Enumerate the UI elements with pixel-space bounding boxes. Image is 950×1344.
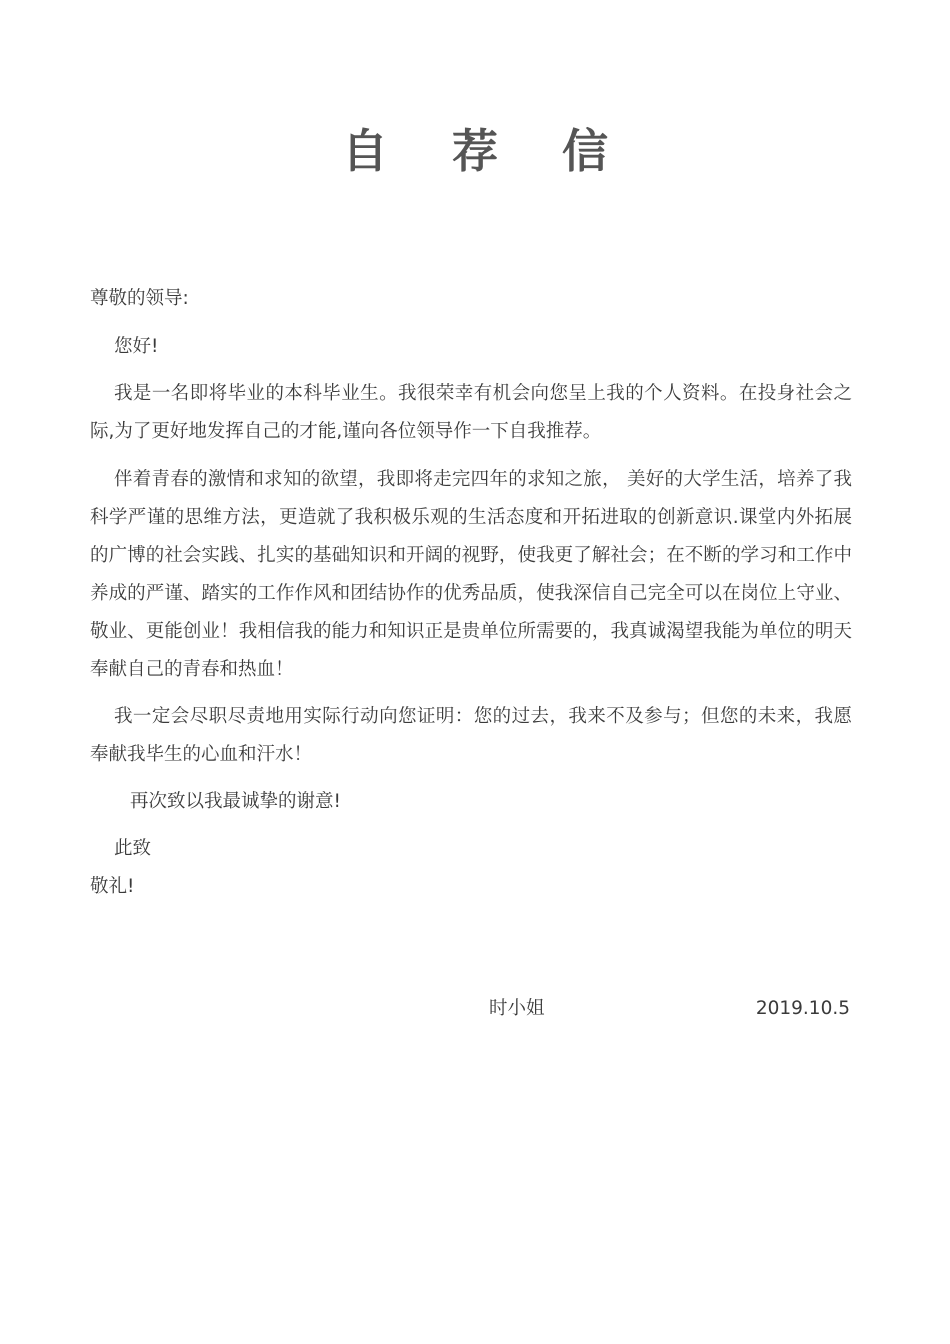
page-title: 自 荐 信 [341, 124, 633, 178]
closing-line-1: 此致 [114, 838, 152, 859]
paragraph-intro: 我是一名即将毕业的本科毕业生。我很荣幸有机会向您呈上我的个人资料。在投身社会之际,为了更好地发挥自己的才能,谨向各位领导作一下自我推荐。 [90, 383, 852, 442]
paragraph-promise: 我一定会尽职尽责地用实际行动向您证明：您的过去，我来不及参与；但您的未来，我愿奉献我毕生的心血和汗水！ [90, 706, 852, 765]
thanks-line: 再次致以我最诚挚的谢意! [130, 791, 341, 812]
signature-name: 时小姐 [489, 998, 545, 1019]
paragraph-body: 伴着青春的激情和求知的欲望，我即将走完四年的求知之旅， 美好的大学生活，培养了我科学严谨的思维方法，更造就了我积极乐观的生活态度和开拓进取的创新意识.课堂内外拓展的广博的社会实践、扎实的基础知识和开阔的视野，使我更了解社会；在不断的学习和工作中养成的严谨、踏实的工作作风和团结协作的优秀品质，使我深信自己完全可以在岗位上守业、敬业、更能创业！我相信我的能力和知识正是贵单位所需要的，我真诚渴望我能为单位的明天奉献自己的青春和热血！ [90, 469, 852, 680]
salutation: 尊敬的领导: [90, 288, 189, 309]
signature-date: 2019.10.5 [755, 998, 850, 1019]
closing-line-2: 敬礼! [90, 876, 135, 897]
greeting: 您好! [114, 336, 159, 357]
